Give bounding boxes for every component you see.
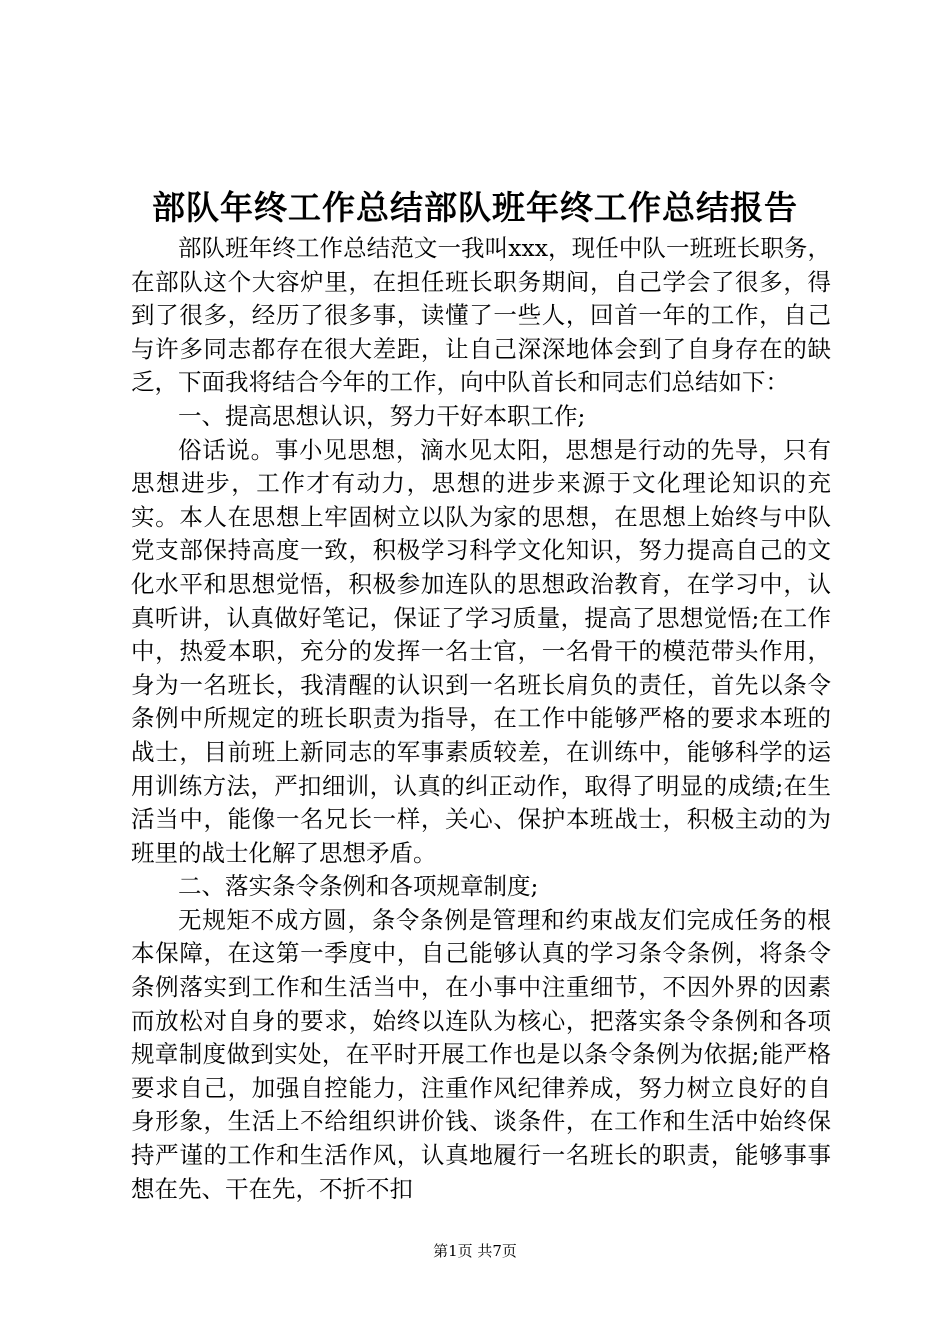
paragraph-intro: 部队班年终工作总结范文一我叫xxx，现任中队一班班长职务，在部队这个大容炉里，在担任班长职务期间，自己学会了很多，得到了很多，经历了很多事，读懂了一些人，回首一年的工作，自己与许多同志都存在很大差距，让自己深深地体会到了自身存在的缺乏，下面我将结合今年的工作，向中队首长和同志们总结如下： xyxy=(131,234,831,397)
section-heading-2: 二、落实条令条例和各项规章制度; xyxy=(178,872,539,901)
paragraph-section-2: 无规矩不成方圆，条令条例是管理和约束战友们完成任务的根本保障，在这第一季度中，自己能够认真的学习条令条例，将条令条例落实到工作和生活当中，在小事中注重细节，不因外界的因素而放松对自身的要求，始终以连队为核心，把落实条令条例和各项规章制度做到实处，在平时开展工作也是以条令条例为依据;能严格要求自己，加强自控能力，注重作风纪律养成，努力树立良好的自身形象，生活上不给组织讲价钱、谈条件，在工作和生活中始终保持严谨的工作和生活作风，认真地履行一名班长的职责，能够事事想在先、干在先，不折不扣 xyxy=(131,905,831,1203)
document-body xyxy=(131,232,831,1206)
document-title: 部队年终工作总结部队班年终工作总结报告 xyxy=(152,188,798,227)
page-number-footer: 第1页 共7页 xyxy=(433,1242,517,1260)
paragraph-section-1: 俗话说。事小见思想，滴水见太阳，思想是行动的先导，只有思想进步，工作才有动力，思想的进步来源于文化理论知识的充实。本人在思想上牢固树立以队为家的思想，在思想上始终与中队党支部保持高度一致，积极学习科学文化知识，努力提高自己的文化水平和思想觉悟，积极参加连队的思想政治教育，在学习中，认真听讲，认真做好笔记，保证了学习质量，提高了思想觉悟;在工作中，热爱本职，充分的发挥一名士官，一名骨干的模范带头作用，身为一名班长，我清醒的认识到一名班长肩负的责任，首先以条令条例中所规定的班长职责为指导，在工作中能够严格的要求本班的战士，目前班上新同志的军事素质较差，在训练中，能够科学的运用训练方法，严扣细训，认真的纠正动作，取得了明显的成绩;在生活当中，能像一名兄长一样，关心、保护本班战士，积极主动的为班里的战士化解了思想矛盾。 xyxy=(131,435,831,867)
section-heading-1: 一、提高思想认识，努力干好本职工作; xyxy=(178,401,586,430)
